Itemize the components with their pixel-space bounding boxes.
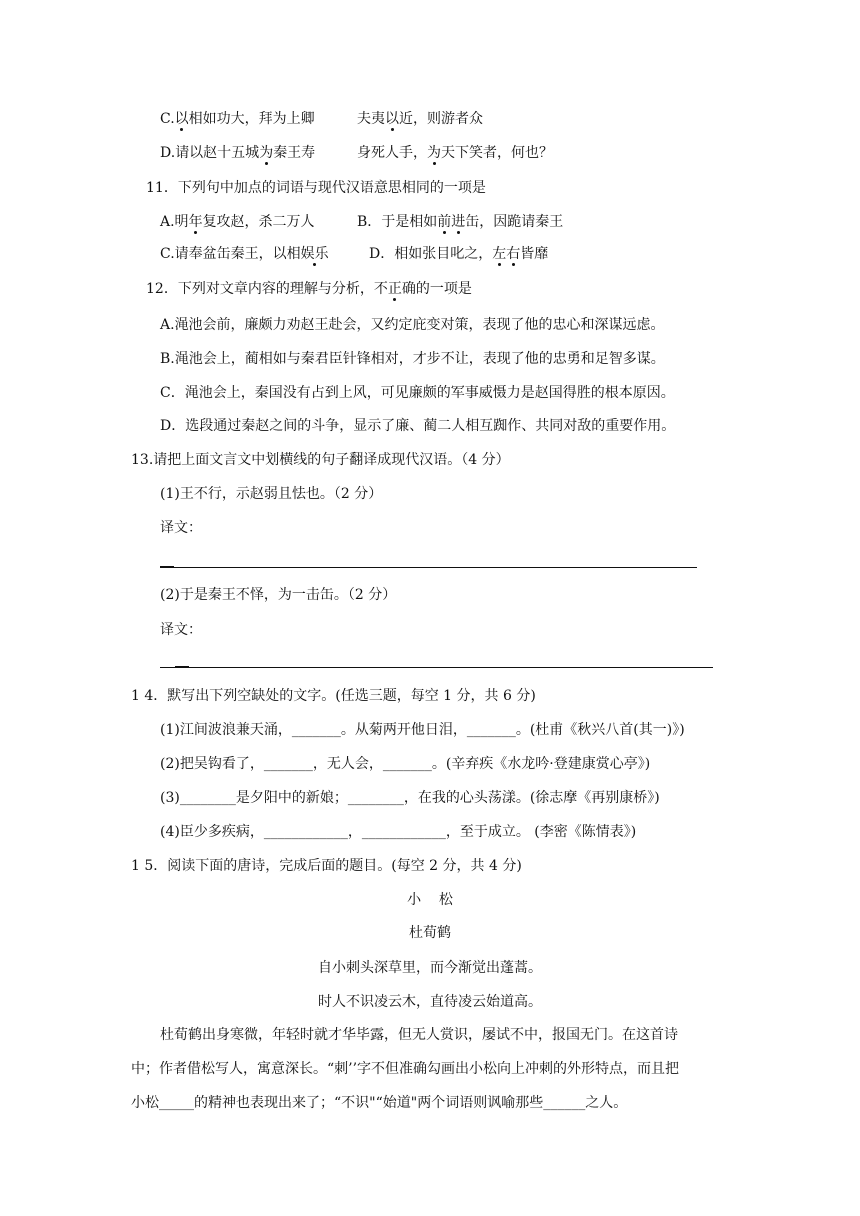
text: 夫夷 bbox=[357, 111, 385, 127]
text: 秦王寿 bbox=[273, 145, 316, 161]
answer-line-2[interactable] bbox=[160, 667, 713, 668]
text: 身死人手， bbox=[357, 145, 427, 161]
emphasis-char: 年 bbox=[188, 214, 203, 230]
option-label: C. bbox=[160, 111, 175, 127]
text: C.请奉盆缶秦王，以相 bbox=[160, 246, 301, 262]
q13-stem: 13.请把上面文言文中划横线的句子翻译成现代汉语。（4 分） bbox=[131, 452, 510, 468]
q15-paragraph-line-2: 中；作者借松写人，寓意深长。“刺’’字不但准确勾画出小松向上冲刺的外形特点，而且把 bbox=[131, 1061, 680, 1077]
q12-option-c: C．渑池会上，秦国没有占到上风，可见廉颇的军事威慑力是赵国得胜的根本原因。 bbox=[160, 385, 675, 401]
q10-option-c-right bbox=[357, 109, 483, 129]
q10-option-d-right bbox=[357, 143, 553, 163]
q11-option-b bbox=[357, 212, 563, 232]
text: 12．下列对文章内容的理解与分析， bbox=[146, 281, 374, 297]
text: 的一项是 bbox=[415, 281, 472, 297]
text: 复攻赵，杀二万人 bbox=[202, 214, 315, 230]
emphasis-char: 右 bbox=[506, 246, 521, 262]
q11-option-d bbox=[369, 244, 548, 264]
poem-title: 小 松 bbox=[407, 892, 453, 908]
text: 缶，因跪请秦王 bbox=[465, 214, 564, 230]
emphasis-char: 以 bbox=[174, 111, 189, 127]
q12-option-d: D．选段通过秦赵之间的斗争，显示了廉、蔺二人相互踟作、共同对敌的重要作用。 bbox=[160, 418, 676, 434]
q15-stem: 1 5．阅读下面的唐诗，完成后面的题目。(每空 2 分，共 4 分) bbox=[131, 858, 522, 874]
q12-stem bbox=[146, 279, 472, 299]
poem-line-2: 时人不识凌云木，直待凌云始道高。 bbox=[318, 994, 542, 1010]
emphasis-word: 不正确 bbox=[373, 281, 416, 297]
q11-option-a bbox=[160, 212, 315, 232]
text: D．相如张目叱之， bbox=[369, 246, 493, 262]
q12-option-b: B.渑池会上，蔺相如与秦君臣针锋相对，才步不让，表现了他的忠勇和足智多谋。 bbox=[160, 351, 665, 367]
poem-line-1: 自小刺头深草里，而今渐觉出蓬蒿。 bbox=[318, 960, 542, 976]
q14-item-4: (4)臣少多疾病，____________，____________，至于成立。 (李密《陈情表》) bbox=[160, 824, 637, 840]
text: 天下笑者，何也？ bbox=[441, 145, 553, 161]
q13-answer-label-1: 译文： bbox=[160, 520, 202, 536]
option-label: D. bbox=[160, 145, 176, 161]
q12-option-a: A.渑池会前，廉颇力劝赵王赴会，又约定庇变对策，表现了他的忠心和深谋远虑。 bbox=[160, 317, 665, 333]
q14-item-1: (1)江间波浪兼天涌，_______。从菊两开他日泪，_______。(杜甫《秋兴八首(其一)》) bbox=[160, 722, 685, 738]
text: B．于是相如 bbox=[357, 214, 438, 230]
q14-stem: 1 4．默写出下列空缺处的文字。(任选三题，每空 1 分，共 6 分) bbox=[131, 688, 536, 704]
poem-author: 杜荀鹤 bbox=[409, 925, 451, 941]
q13-sentence-1: (1)王不行，示赵弱且怯也。（2 分） bbox=[160, 486, 383, 502]
text: 皆靡 bbox=[520, 246, 549, 262]
emphasis-char: 为 bbox=[427, 145, 441, 161]
q11-stem: 11．下列句中加点的词语与现代汉语意思相同的一项是 bbox=[146, 180, 486, 196]
q15-paragraph-line-3: 小松_____的精神也表现出来了；“不识"“始道"两个词语则讽喻那些______之人。 bbox=[131, 1095, 628, 1111]
emphasis-char: 娱乐 bbox=[300, 246, 329, 262]
emphasis-char: 左 bbox=[492, 246, 507, 262]
q13-answer-label-2: 译文： bbox=[160, 622, 202, 638]
q14-item-2: (2)把吴钩看了，_______，无人会，_______。(辛弃疾《水龙吟·登建康赏心亭》) bbox=[160, 756, 651, 772]
emphasis-char: 前 bbox=[437, 214, 452, 230]
text: A.明 bbox=[160, 214, 189, 230]
q11-option-c bbox=[160, 244, 329, 264]
text: 相如功大，拜为上卿 bbox=[188, 111, 315, 127]
q10-option-d bbox=[160, 143, 315, 163]
q14-item-3: (3)________是夕阳中的新娘；________，在我的心头荡漾。(徐志摩《再别康桥》) bbox=[160, 790, 660, 806]
q15-paragraph-line-1: 杜荀鹤出身寒微，年轻时就才华毕露，但无人赏识，屡试不中，报国无门。在这首诗 bbox=[160, 1027, 678, 1043]
answer-line-1[interactable] bbox=[160, 567, 697, 568]
q10-option-c bbox=[160, 109, 315, 129]
q13-sentence-2: (2)于是秦王不怿，为一击缶。（2 分） bbox=[160, 587, 397, 603]
text: 近，则游者众 bbox=[399, 111, 483, 127]
emphasis-char: 进 bbox=[451, 214, 466, 230]
emphasis-char: 以 bbox=[385, 111, 399, 127]
text: 请以赵十五城 bbox=[175, 145, 260, 161]
emphasis-char: 为 bbox=[259, 145, 274, 161]
